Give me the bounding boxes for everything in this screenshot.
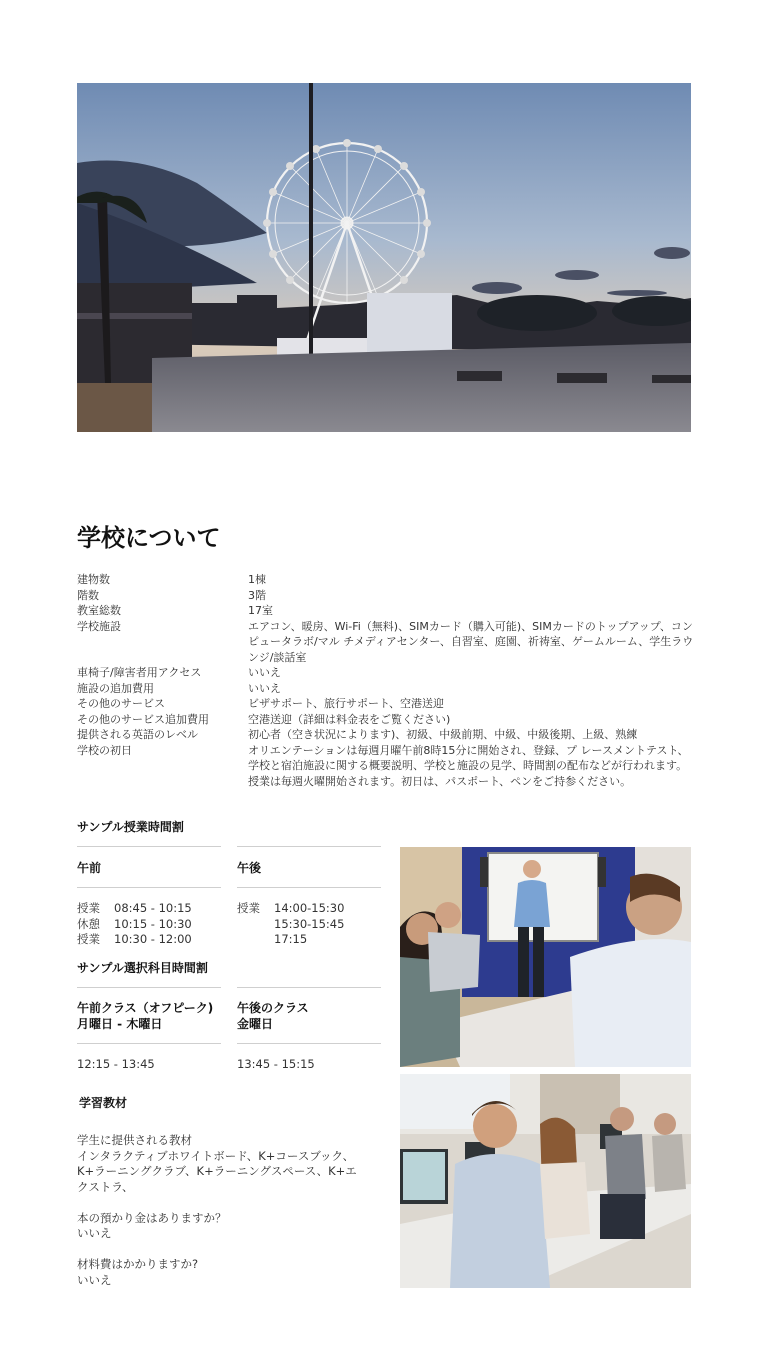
info-label: 車椅子/障害者用アクセス bbox=[77, 666, 202, 679]
timetable-am-rows bbox=[77, 901, 227, 948]
info-label: その他のサービス追加費用 bbox=[77, 712, 209, 726]
schedule-time: 15:30-15:45 bbox=[274, 916, 345, 931]
schedule-time: 10:30 - 12:00 bbox=[114, 932, 192, 946]
electives-am-head bbox=[77, 1000, 213, 1032]
electives-am-time: 12:15 - 13:45 bbox=[77, 1057, 155, 1071]
info-row bbox=[77, 743, 697, 790]
schedule-time: 10:15 - 10:30 bbox=[114, 916, 192, 931]
info-value: 17室 bbox=[248, 604, 273, 617]
classroom-photo-icon bbox=[400, 847, 691, 1067]
timetable-title: サンプル授業時間割 bbox=[77, 820, 184, 834]
electives-am-head-2: 月曜日 - 木曜日 bbox=[77, 1017, 163, 1031]
schedule-row bbox=[77, 932, 227, 948]
info-row bbox=[77, 696, 697, 712]
schedule-time: 08:45 - 10:15 bbox=[114, 901, 192, 915]
materials-answer-fee: いいえ bbox=[77, 1272, 112, 1287]
materials-question-fee: 材料費はかかりますか? bbox=[77, 1257, 199, 1271]
electives-pm-head-2: 金曜日 bbox=[237, 1017, 274, 1031]
materials-title: 学習教材 bbox=[79, 1096, 128, 1110]
classroom-photo bbox=[400, 847, 691, 1067]
computer-lab-photo-icon bbox=[400, 1074, 691, 1288]
info-value: 初心者（空き状況によります)、初級、中級前期、中級、中級後期、上級、熟練 bbox=[248, 728, 638, 741]
schedule-label: 授業 bbox=[77, 932, 100, 946]
schedule-row bbox=[237, 932, 387, 948]
info-row bbox=[77, 572, 697, 588]
schedule-label bbox=[237, 917, 274, 933]
divider bbox=[237, 846, 381, 847]
electives-pm-time: 13:45 - 15:15 bbox=[237, 1057, 315, 1071]
info-value: エアコン、暖房、Wi-Fi（無料)、SIMカード（購入可能)、SIMカードのトップアップ、コンピュータラボ/マル チメディアセンター、自習室、庭園、祈祷室、ゲームルーム、学生ラウンジ/談話室 bbox=[248, 619, 694, 664]
divider bbox=[77, 1043, 221, 1044]
info-label: 学校施設 bbox=[77, 619, 121, 633]
electives-pm-head bbox=[237, 1000, 309, 1032]
info-value: 空港送迎（詳細は料金表をご覧ください) bbox=[248, 712, 451, 726]
schedule-label: 授業 bbox=[77, 901, 100, 915]
electives-am-head-1: 午前クラス（オフピーク) bbox=[77, 1001, 214, 1015]
info-value: オリエンテーションは毎週月曜午前8時15分に開始され、登録、プ レースメントテスト、学校と宿泊施設に関する概要説明、学校と施設の見学、時間割の配布などが行われます。授業は毎週火曜開始されます。初日は、パスポート、ペンをご持参ください。 bbox=[248, 743, 689, 788]
info-row bbox=[77, 681, 697, 697]
info-label: 学校の初日 bbox=[77, 743, 132, 757]
info-row bbox=[77, 712, 697, 728]
info-row bbox=[77, 665, 697, 681]
info-value: いいえ bbox=[248, 666, 281, 679]
divider bbox=[237, 887, 381, 888]
info-label: 施設の追加費用 bbox=[77, 681, 154, 695]
materials-question-deposit: 本の預かり金はありますか？ bbox=[77, 1210, 227, 1225]
info-label: 教室総数 bbox=[77, 604, 121, 617]
schedule-time: 17:15 bbox=[274, 932, 308, 946]
info-label: その他のサービス bbox=[77, 697, 165, 710]
school-info-table bbox=[77, 572, 697, 789]
page-title: 学校について bbox=[77, 524, 221, 552]
schedule-row bbox=[77, 901, 227, 917]
materials-provided-label: 学生に提供される教材 bbox=[77, 1133, 192, 1147]
materials-block bbox=[77, 1133, 367, 1288]
schedule-row bbox=[77, 917, 227, 933]
divider bbox=[237, 1043, 381, 1044]
schedule-label bbox=[237, 932, 274, 948]
schedule-row bbox=[237, 917, 387, 933]
materials-answer-deposit: いいえ bbox=[77, 1226, 112, 1240]
timetable-pm-rows bbox=[237, 901, 387, 948]
info-label: 提供される英語のレベル bbox=[77, 728, 198, 741]
divider bbox=[77, 846, 221, 847]
info-row bbox=[77, 619, 697, 666]
info-label: 建物数 bbox=[77, 573, 110, 586]
info-label: 階数 bbox=[77, 588, 99, 602]
ferris-wheel-photo-icon bbox=[77, 83, 691, 432]
divider bbox=[77, 887, 221, 888]
schedule-time: 14:00-15:30 bbox=[274, 901, 345, 915]
hero-ferris-wheel-photo bbox=[77, 83, 691, 432]
info-value: 1棟 bbox=[248, 573, 266, 586]
info-row bbox=[77, 588, 697, 604]
divider bbox=[237, 987, 381, 988]
timetable-am-head: 午前 bbox=[77, 861, 102, 875]
info-value: 3階 bbox=[248, 588, 266, 602]
info-row bbox=[77, 727, 697, 743]
schedule-label: 授業 bbox=[237, 901, 260, 915]
info-value: ビザサポート、旅行サポート、空港送迎 bbox=[248, 697, 445, 710]
materials-provided-value: インタラクティブホワイトボード、K+コースブック、K+ラーニングクラブ、K+ラーニングスペース、K+エクストラ、 bbox=[77, 1148, 357, 1194]
electives-pm-head-1: 午後のクラス bbox=[237, 1001, 309, 1015]
schedule-label: 休憩 bbox=[77, 916, 100, 931]
info-value: いいえ bbox=[248, 681, 281, 695]
schedule-row bbox=[237, 901, 387, 917]
computer-lab-photo bbox=[400, 1074, 691, 1288]
electives-title: サンプル選択科目時間割 bbox=[77, 961, 208, 975]
timetable-pm-head: 午後 bbox=[237, 861, 262, 875]
info-row bbox=[77, 603, 697, 619]
divider bbox=[77, 987, 221, 988]
